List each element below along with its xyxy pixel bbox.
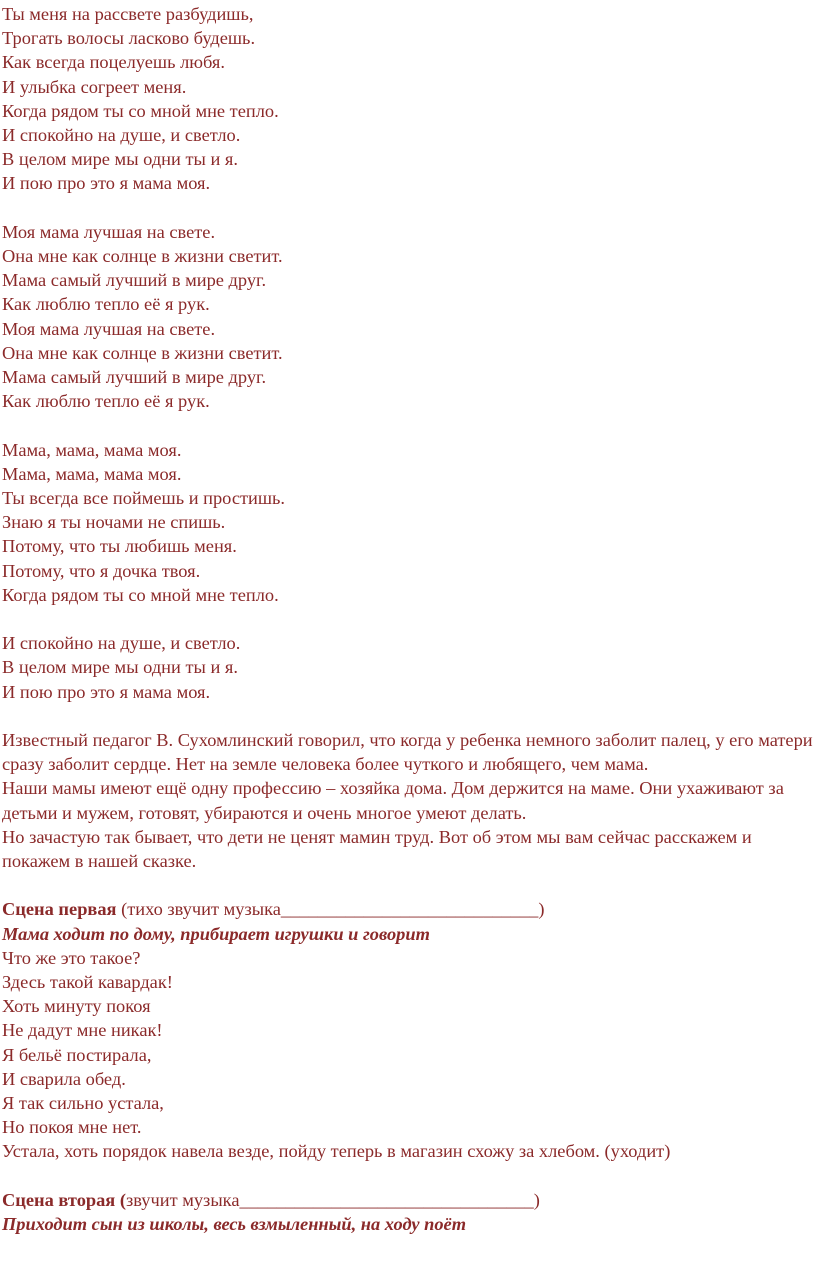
verse-line: И улыбка согреет меня. (2, 76, 187, 97)
verse-line: Она мне как солнце в жизни светит. (2, 246, 283, 267)
verse-line: И пою про это я мама моя. (2, 681, 211, 702)
verse-line: Потому, что ты любишь меня. (2, 536, 237, 557)
verse-line: Когда рядом ты со мной мне тепло. (2, 100, 279, 121)
verse-line: В целом мире мы одни ты и я. (2, 657, 238, 678)
verse-line: Моя мама лучшая на свете. (2, 318, 216, 339)
intro-prose (2, 728, 816, 873)
verse-line: И спокойно на душе, и светло. (2, 633, 241, 654)
song-verse-1 (2, 2, 816, 196)
verse-line: Как люблю тепло её я рук. (2, 294, 210, 315)
scene-music-note: (тихо звучит музыка____________________________) (116, 899, 545, 920)
dialogue-line: Не дадут мне никак! (2, 1020, 163, 1041)
verse-line: Мама, мама, мама моя. (2, 463, 182, 484)
dialogue-line: И сварила обед. (2, 1068, 126, 1089)
verse-line: Трогать волосы ласково будешь. (2, 28, 256, 49)
prose-paragraph: Наши мамы имеют ещё одну профессию – хозяйка дома. Дом держится на маме. Они ухаживают за детьми и мужем, готовят, убираются и очень многое умеют делать. (2, 778, 784, 823)
dialogue-line: Но покоя мне нет. (2, 1117, 142, 1138)
dialogue-line: Что же это такое? (2, 947, 141, 968)
verse-line: Когда рядом ты со мной мне тепло. (2, 584, 279, 605)
blank-line (2, 413, 816, 437)
song-verse-2 (2, 220, 816, 414)
verse-line: Мама самый лучший в мире друг. (2, 367, 267, 388)
song-verse-3 (2, 438, 816, 607)
stage-direction: Приходит сын из школы, весь взмыленный, на ходу поёт (2, 1214, 467, 1235)
verse-line: Как люблю тепло её я рук. (2, 391, 210, 412)
dialogue-line: Здесь такой кавардак! (2, 972, 173, 993)
scene-heading (2, 1188, 816, 1212)
blank-line (2, 873, 816, 897)
verse-line: Она мне как солнце в жизни светит. (2, 342, 283, 363)
verse-line: Мама самый лучший в мире друг. (2, 270, 267, 291)
song-verse-4 (2, 631, 816, 704)
stage-direction: Мама ходит по дому, прибирает игрушки и говорит (2, 923, 430, 944)
blank-line (2, 196, 816, 220)
scene-title: Сцена вторая ( (2, 1189, 126, 1210)
prose-paragraph: Но зачастую так бывает, что дети не ценят мамин труд. Вот об этом мы вам сейчас расскажем и покажем в нашей сказке. (2, 826, 752, 872)
verse-line: Ты меня на рассвете разбудишь, (2, 4, 254, 24)
scene-two (2, 1188, 816, 1236)
verse-line: И пою про это я мама моя. (2, 173, 211, 194)
dialogue-line: Устала, хоть порядок навела везде, пойду теперь в магазин схожу за хлебом. (уходит) (2, 1141, 671, 1162)
verse-line: В целом мире мы одни ты и я. (2, 149, 238, 170)
verse-line: Моя мама лучшая на свете. (2, 221, 216, 242)
prose-paragraph: Известный педагог В. Сухомлинский говорил, что когда у ребенка немного заболит палец, у его матери сразу заболит сердце. Нет на земле человека более чуткого и любящего, чем мама. (2, 730, 813, 775)
blank-line (2, 607, 816, 631)
dialogue-line: Я так сильно устала, (2, 1093, 164, 1114)
blank-line (2, 704, 816, 728)
verse-line: И спокойно на душе, и светло. (2, 125, 241, 146)
scene-music-note: звучит музыка________________________________) (125, 1189, 540, 1210)
verse-line: Ты всегда все поймешь и простишь. (2, 488, 286, 509)
scene-one (2, 897, 816, 1163)
verse-line: Потому, что я дочка твоя. (2, 560, 201, 581)
scene-heading (2, 897, 816, 921)
verse-line: Мама, мама, мама моя. (2, 439, 182, 460)
blank-line (2, 1164, 816, 1188)
verse-line: Как всегда поцелуешь любя. (2, 52, 225, 73)
verse-line: Знаю я ты ночами не спишь. (2, 512, 226, 533)
dialogue-line: Я бельё постирала, (2, 1044, 152, 1065)
scene-title: Сцена первая (2, 899, 117, 920)
dialogue-line: Хоть минуту покоя (2, 996, 151, 1017)
